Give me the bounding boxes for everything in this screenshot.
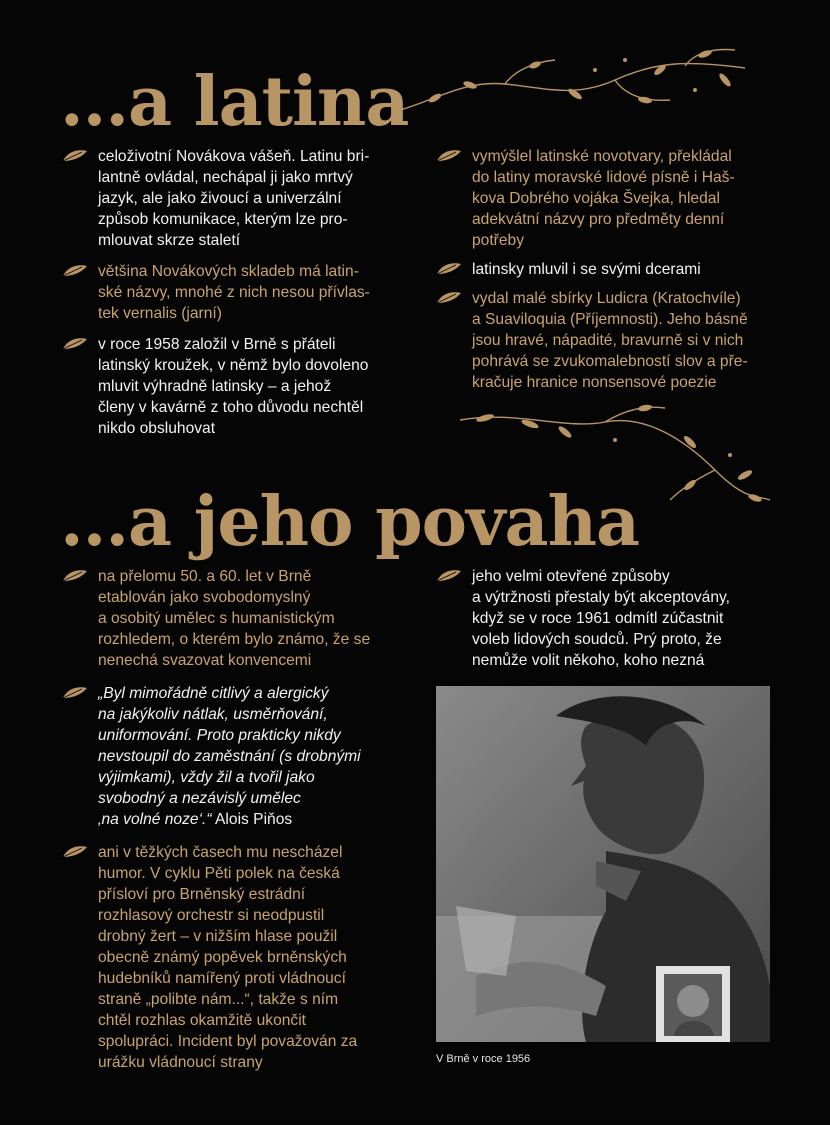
list-item	[62, 683, 412, 830]
quote-block	[98, 683, 412, 830]
list-item	[62, 842, 412, 1073]
list-item-text: jeho velmi otevřené způsoby a výtržnosti přestaly být akceptovány, když se v roce 1961 odmítl zúčastnit voleb lidových soudců. Prý proto, že nemůže volit někoho, koho nezná	[472, 568, 730, 669]
quote-author: Alois Piňos	[211, 811, 293, 828]
photo-illustration	[436, 686, 770, 1042]
feather-bullet-icon	[62, 264, 88, 278]
list-item-text: na přelomu 50. a 60. let v Brně etablován jako svobodomyslný a osobitý umělec s humanistickým rozhledem, o kterém bylo známo, že se nenechá svazovat konvencemi	[98, 568, 371, 669]
vine-ornament-middle	[455, 400, 775, 510]
feather-bullet-icon	[62, 686, 88, 700]
list-item	[62, 146, 412, 251]
list-item-text: vymýšlel latinské novotvary, překládal do latiny moravské lidové písně i Haš- kova Dobrého vojáka Švejka, hledal adekvátní názvy pro předměty denní potřeby	[472, 148, 735, 249]
feather-bullet-icon	[62, 337, 88, 351]
feather-bullet-icon	[436, 262, 462, 276]
list-item-text: celoživotní Novákova vášeň. Latinu bri- lantně ovládal, nechápal ji jako mrtvý jazyk, ale jako živoucí a univerzální způsob komunikace, kterým lze pro- mlouvat skrze staletí	[98, 148, 370, 249]
list-item	[436, 566, 796, 671]
list-item	[436, 288, 796, 393]
section-title-povaha: ...a jeho povaha	[60, 482, 640, 562]
povaha-right-column	[436, 566, 796, 671]
vine-ornament-top	[395, 40, 755, 120]
feather-bullet-icon	[436, 569, 462, 583]
povaha-left-column	[62, 566, 412, 1073]
section-title-latina: ...a latina	[60, 62, 409, 142]
photo-caption: V Brně v roce 1956	[436, 1053, 531, 1065]
latina-left-column	[62, 146, 412, 439]
quote-text: „Byl mimořádně citlivý a alergický na jakýkoliv nátlak, usměrňování, uniformování. Proto prakticky nikdy nevstoupil do zaměstnání (s drobnými výjimkami), vždy žil a tvořil jako svobodný a nezávislý umělec ‚na volné noze‘.“	[98, 685, 361, 828]
feather-bullet-icon	[62, 569, 88, 583]
list-item	[436, 259, 796, 280]
feather-bullet-icon	[436, 149, 462, 163]
latina-right-column	[436, 146, 796, 393]
feather-bullet-icon	[436, 291, 462, 305]
list-item	[62, 334, 412, 439]
list-item	[62, 566, 412, 671]
list-item-text: ani v těžkých časech mu nescházel humor. V cyklu Pěti polek na česká přísloví pro Brněnský estrádní rozhlasový orchestr si neodpustil drobný žert – v nižším hlase použil obecně známý popěvek brněnských hudebníků namířený proti vládnoucí straně „polibte nám...“, takže s ním chtěl rozhlas okamžitě ukončit spolupráci. Incident byl považován za urážku vládnoucí strany	[98, 844, 358, 1071]
feather-bullet-icon	[62, 149, 88, 163]
list-item-text: latinsky mluvil i se svými dcerami	[472, 261, 701, 278]
list-item	[436, 146, 796, 251]
historical-photo	[436, 686, 770, 1042]
list-item-text: většina Novákových skladeb má latin- ské názvy, mnohé z nich nesou přívlas- tek vernalis (jarní)	[98, 263, 370, 322]
feather-bullet-icon	[62, 845, 88, 859]
list-item-text: v roce 1958 založil v Brně s přáteli latinský kroužek, v němž bylo dovoleno mluvit výhradně latinsky – a jehož členy v kavárně z toho důvodu nechtěl nikdo obsluhovat	[98, 336, 369, 437]
list-item	[62, 261, 412, 324]
list-item-text: vydal malé sbírky Ludicra (Kratochvíle) a Suaviloquia (Příjemnosti). Jeho básně jsou hravé, nápadité, bravurně si v nich pohrává se zvukomalebností slov a pře- kračuje hranice nonsensové poezie	[472, 290, 748, 391]
